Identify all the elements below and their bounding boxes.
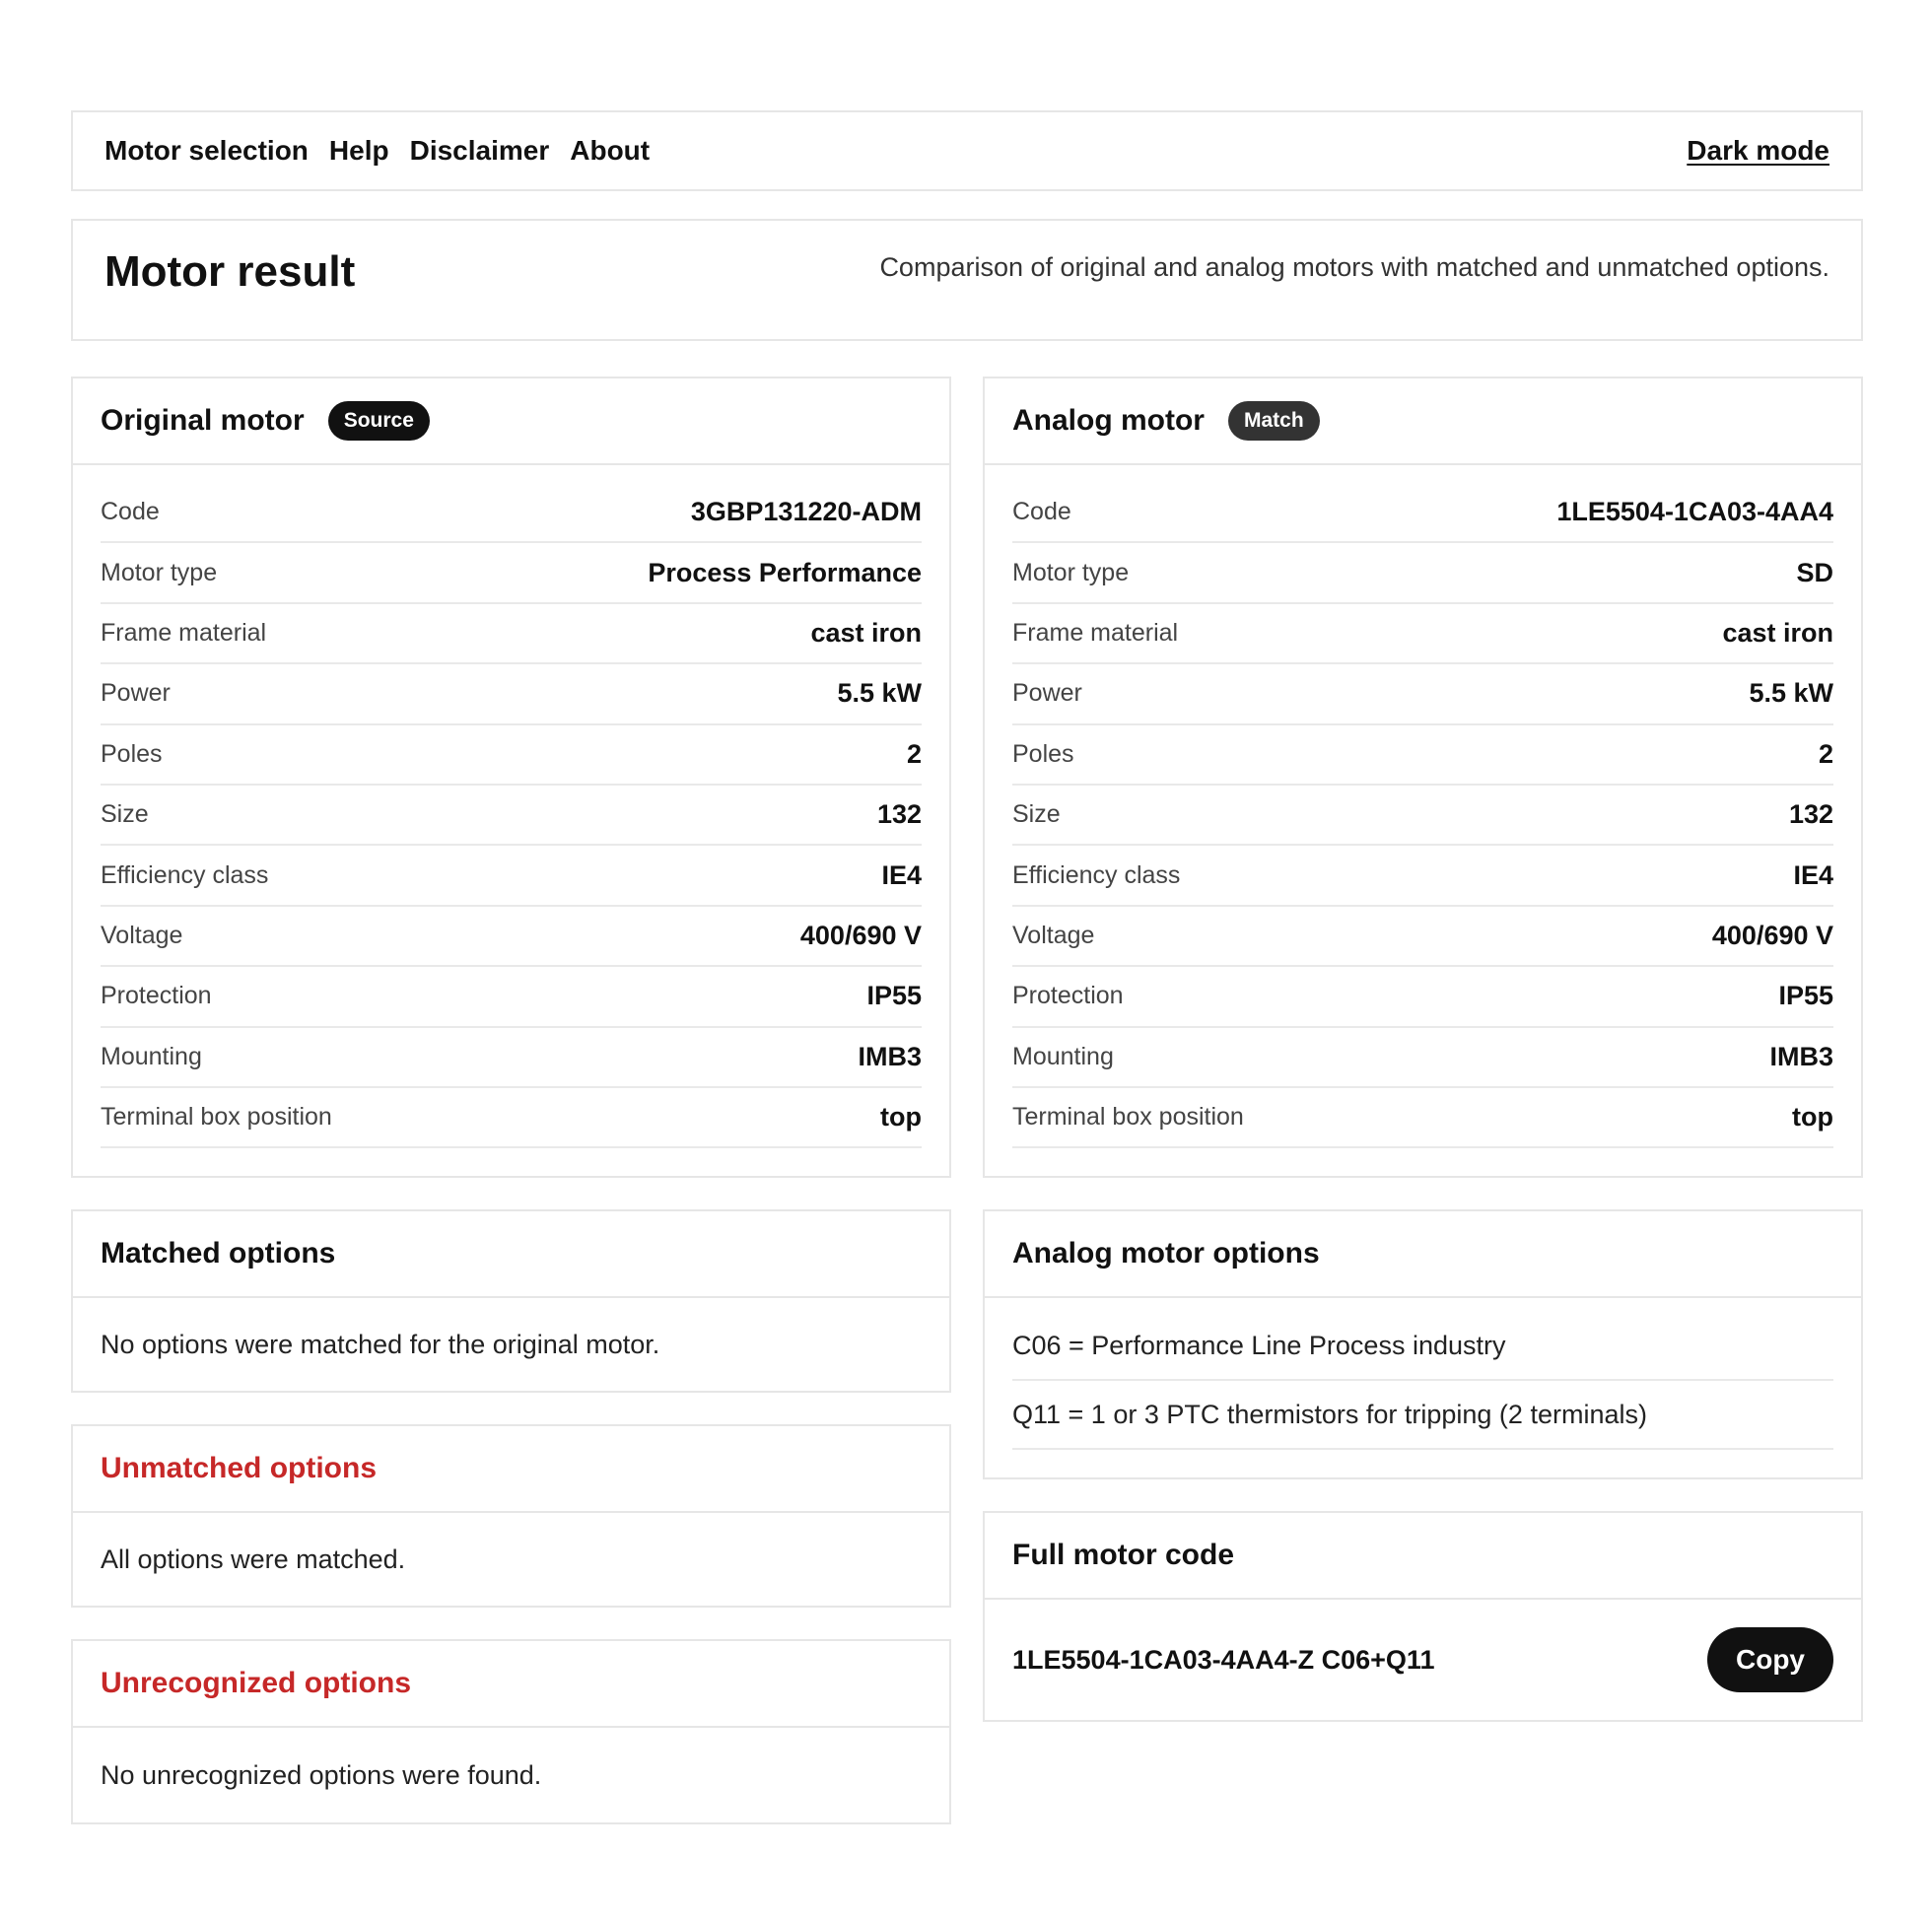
spec-row-voltage (101, 907, 922, 967)
unmatched-options-header (73, 1426, 949, 1513)
spec-label: Poles (1012, 739, 1074, 768)
spec-row-terminal-box (1012, 1088, 1833, 1148)
list-item (1012, 1312, 1833, 1381)
spec-row-mounting (101, 1028, 922, 1088)
spec-value: 132 (1788, 799, 1833, 830)
spec-label: Voltage (1012, 921, 1095, 949)
full-code-header (985, 1513, 1861, 1600)
spec-value: cast iron (810, 617, 922, 648)
spec-value: 1LE5504-1CA03-4AA4 (1556, 497, 1833, 527)
analog-options-card (983, 1209, 1863, 1479)
spec-value: 400/690 V (799, 920, 922, 950)
unrecognized-options-body (73, 1728, 949, 1822)
full-code-title: Full motor code (1012, 1539, 1234, 1572)
spec-label: Size (101, 800, 149, 829)
unmatched-options-card (71, 1424, 951, 1608)
spec-row-efficiency-class (101, 846, 922, 906)
spec-label: Code (101, 498, 160, 526)
analog-options-list (985, 1298, 1861, 1477)
spec-label: Protection (1012, 982, 1124, 1010)
spec-label: Poles (101, 739, 163, 768)
spec-label: Efficiency class (101, 860, 269, 889)
spec-value: top (880, 1102, 922, 1132)
unrecognized-options-header (73, 1641, 949, 1728)
nav-help[interactable]: Help (328, 135, 389, 166)
spec-label: Motor type (1012, 558, 1130, 586)
spec-value: 2 (906, 738, 922, 769)
original-spec-list (73, 465, 949, 1176)
spec-row-efficiency-class (1012, 846, 1833, 906)
unrecognized-options-card (71, 1639, 951, 1824)
page-subtitle: Comparison of original and analog motors with matched and unmatched options. (879, 252, 1829, 282)
spec-row-motor-type (1012, 543, 1833, 603)
spec-value: Process Performance (648, 557, 922, 587)
spec-label: Terminal box position (101, 1103, 332, 1132)
matched-options-title: Matched options (101, 1237, 336, 1270)
spec-value: 5.5 kW (1749, 678, 1833, 709)
unrecognized-options-title: Unrecognized options (101, 1667, 411, 1700)
spec-row-motor-type (101, 543, 922, 603)
spec-row-mounting (1012, 1028, 1833, 1088)
spec-value: 3GBP131220-ADM (690, 497, 922, 527)
analog-options-header (985, 1211, 1861, 1298)
left-options-column (71, 1209, 951, 1824)
analog-options-title: Analog motor options (1012, 1237, 1320, 1270)
analog-spec-list (985, 465, 1861, 1176)
right-options-column (983, 1209, 1863, 1824)
spec-row-protection (1012, 967, 1833, 1027)
spec-value: 2 (1818, 738, 1833, 769)
full-motor-code: 1LE5504-1CA03-4AA4-Z C06+Q11 (1012, 1644, 1435, 1675)
matched-options-text: No options were matched for the original motor. (101, 1329, 660, 1359)
nav-disclaimer[interactable]: Disclaimer (409, 135, 550, 166)
spec-row-frame-material (101, 604, 922, 664)
matched-options-card (71, 1209, 951, 1393)
spec-label: Size (1012, 800, 1061, 829)
motor-comparison-row (71, 377, 1863, 1178)
original-motor-card (71, 377, 951, 1178)
spec-value: IP55 (1778, 981, 1833, 1011)
option-text: C06 = Performance Line Process industry (1012, 1330, 1506, 1360)
top-nav (71, 110, 1863, 191)
spec-value: IMB3 (1769, 1041, 1833, 1071)
spec-label: Terminal box position (1012, 1103, 1244, 1132)
copy-button[interactable]: Copy (1707, 1627, 1833, 1692)
spec-value: IP55 (866, 981, 922, 1011)
spec-label: Code (1012, 498, 1071, 526)
page-header (71, 219, 1863, 341)
spec-row-voltage (1012, 907, 1833, 967)
matched-options-body (73, 1298, 949, 1391)
spec-row-size (1012, 786, 1833, 846)
unrecognized-options-text: No unrecognized options were found. (101, 1759, 542, 1790)
analog-motor-title: Analog motor (1012, 404, 1205, 437)
full-code-body (985, 1600, 1861, 1720)
spec-value: 5.5 kW (837, 678, 922, 709)
option-text: Q11 = 1 or 3 PTC thermistors for tripping (2 terminals) (1012, 1399, 1647, 1429)
spec-value: IMB3 (858, 1041, 922, 1071)
unmatched-options-title: Unmatched options (101, 1452, 378, 1485)
full-code-card (983, 1511, 1863, 1722)
nav-about[interactable]: About (570, 135, 651, 166)
spec-value: IE4 (881, 859, 922, 890)
dark-mode-toggle[interactable]: Dark mode (1687, 135, 1829, 166)
spec-label: Power (101, 679, 171, 708)
spec-label: Voltage (101, 921, 183, 949)
spec-row-terminal-box (101, 1088, 922, 1148)
spec-label: Frame material (1012, 618, 1179, 647)
nav-motor-selection[interactable]: Motor selection (104, 135, 309, 166)
spec-row-code (101, 483, 922, 543)
page (71, 110, 1863, 1824)
options-row (71, 1209, 1863, 1824)
list-item (1012, 1381, 1833, 1450)
spec-value: SD (1796, 557, 1833, 587)
spec-label: Mounting (1012, 1042, 1114, 1070)
spec-label: Efficiency class (1012, 860, 1181, 889)
spec-label: Protection (101, 982, 212, 1010)
spec-label: Frame material (101, 618, 267, 647)
spec-value: top (1792, 1102, 1833, 1132)
spec-row-power (101, 664, 922, 724)
spec-row-size (101, 786, 922, 846)
spec-label: Mounting (101, 1042, 202, 1070)
original-motor-title: Original motor (101, 404, 305, 437)
original-motor-header (73, 378, 949, 465)
analog-motor-card (983, 377, 1863, 1178)
spec-label: Motor type (101, 558, 218, 586)
matched-options-header (73, 1211, 949, 1298)
spec-row-power (1012, 664, 1833, 724)
page-title: Motor result (104, 247, 356, 296)
nav-links (104, 135, 650, 167)
unmatched-options-text: All options were matched. (101, 1544, 406, 1574)
spec-row-protection (101, 967, 922, 1027)
spec-row-code (1012, 483, 1833, 543)
source-badge: Source (328, 401, 430, 441)
spec-value: cast iron (1722, 617, 1833, 648)
analog-motor-header (985, 378, 1861, 465)
spec-row-frame-material (1012, 604, 1833, 664)
spec-label: Power (1012, 679, 1082, 708)
spec-row-poles (1012, 725, 1833, 786)
spec-value: IE4 (1793, 859, 1833, 890)
match-badge: Match (1228, 401, 1320, 441)
spec-value: 132 (876, 799, 922, 830)
spec-value: 400/690 V (1711, 920, 1833, 950)
unmatched-options-body (73, 1513, 949, 1606)
spec-row-poles (101, 725, 922, 786)
